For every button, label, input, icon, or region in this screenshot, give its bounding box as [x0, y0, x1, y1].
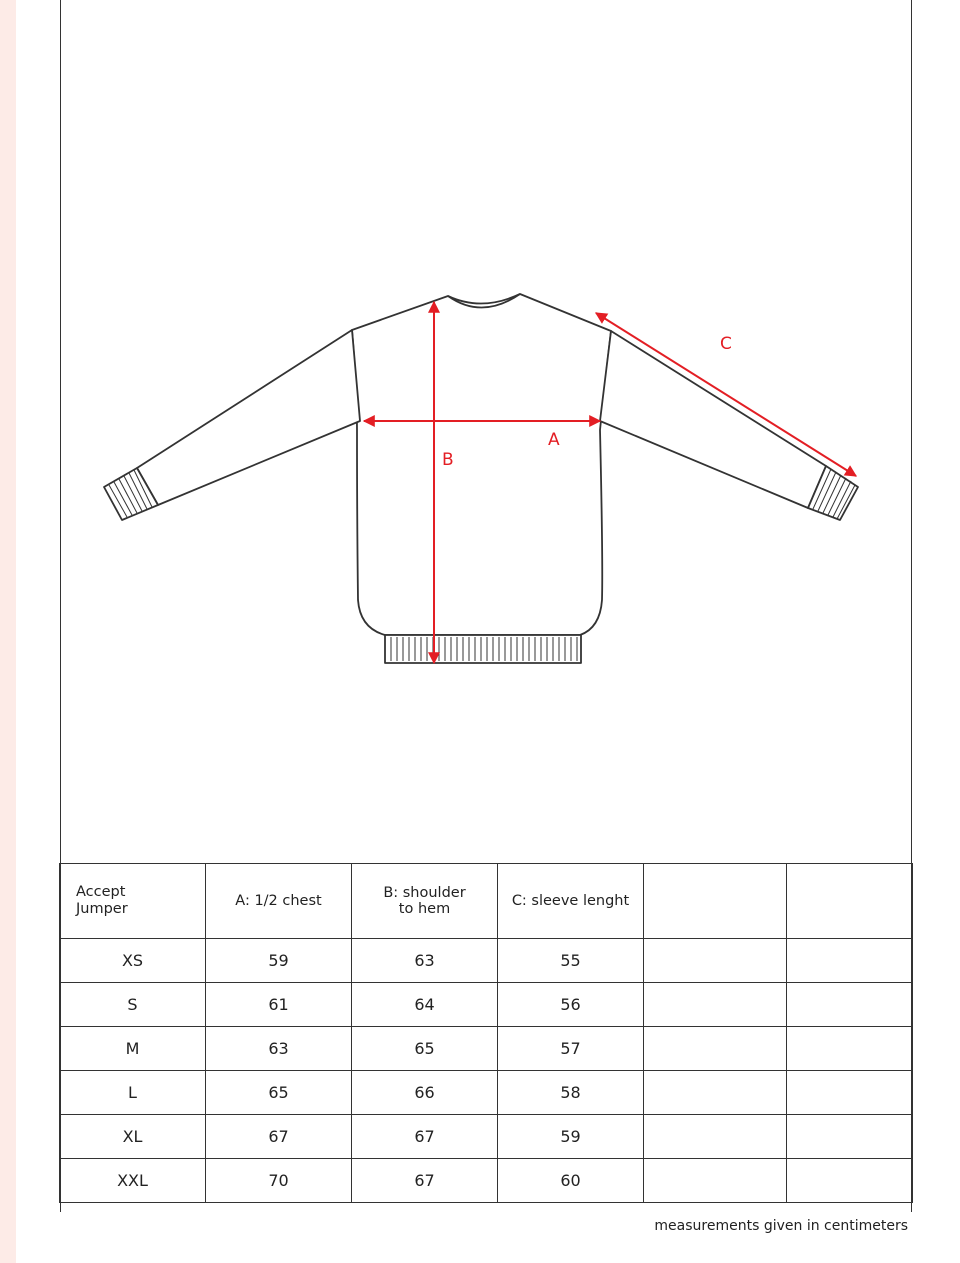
col-header-b	[352, 864, 498, 939]
empty-cell	[787, 1071, 913, 1115]
table-row	[60, 1071, 913, 1115]
table-row	[60, 983, 913, 1027]
size-cell: L	[60, 1071, 206, 1115]
sleeve-cell: 59	[498, 1115, 644, 1159]
label-c: C	[720, 334, 732, 354]
empty-cell	[644, 1071, 787, 1115]
size-table	[59, 863, 913, 1203]
length-cell: 67	[352, 1115, 498, 1159]
product-name-line1: Accept	[76, 884, 126, 900]
sleeve-cell: 56	[498, 983, 644, 1027]
col-header-b-line2: to hem	[398, 901, 451, 917]
length-cell: 66	[352, 1071, 498, 1115]
empty-cell	[787, 983, 913, 1027]
col-header-c: C: sleeve lenght	[498, 864, 644, 939]
empty-cell	[644, 1027, 787, 1071]
chest-cell: 70	[206, 1159, 352, 1203]
empty-cell	[644, 1115, 787, 1159]
size-cell: M	[60, 1027, 206, 1071]
size-cell: XS	[60, 939, 206, 983]
size-cell: XXL	[60, 1159, 206, 1203]
product-name-line2: Jumper	[76, 901, 128, 917]
product-name-cell	[60, 864, 206, 939]
table-header-row	[60, 864, 913, 939]
sleeve-cell: 58	[498, 1071, 644, 1115]
chest-cell: 67	[206, 1115, 352, 1159]
table-row	[60, 1115, 913, 1159]
col-header-a: A: 1/2 chest	[206, 864, 352, 939]
size-cell: XL	[60, 1115, 206, 1159]
empty-cell	[787, 1027, 913, 1071]
empty-cell	[644, 983, 787, 1027]
label-a: A	[548, 430, 560, 450]
length-cell: 64	[352, 983, 498, 1027]
col-header-b-line1: B: shoulder	[383, 885, 466, 901]
empty-cell	[787, 939, 913, 983]
empty-cell	[787, 1115, 913, 1159]
table-row	[60, 1027, 913, 1071]
col-header-extra-1	[644, 864, 787, 939]
empty-cell	[644, 1159, 787, 1203]
chest-cell: 61	[206, 983, 352, 1027]
col-header-extra-2	[787, 864, 913, 939]
units-note: measurements given in centimeters	[654, 1218, 908, 1234]
jumper-outline	[104, 294, 858, 663]
sleeve-cell: 60	[498, 1159, 644, 1203]
chest-cell: 63	[206, 1027, 352, 1071]
length-cell: 63	[352, 939, 498, 983]
length-cell: 67	[352, 1159, 498, 1203]
chest-cell: 65	[206, 1071, 352, 1115]
chest-cell: 59	[206, 939, 352, 983]
label-b: B	[442, 450, 454, 470]
size-cell: S	[60, 983, 206, 1027]
sleeve-cell: 55	[498, 939, 644, 983]
length-cell: 65	[352, 1027, 498, 1071]
sleeve-cell: 57	[498, 1027, 644, 1071]
empty-cell	[644, 939, 787, 983]
empty-cell	[787, 1159, 913, 1203]
table-row	[60, 1159, 913, 1203]
table-row	[60, 939, 913, 983]
